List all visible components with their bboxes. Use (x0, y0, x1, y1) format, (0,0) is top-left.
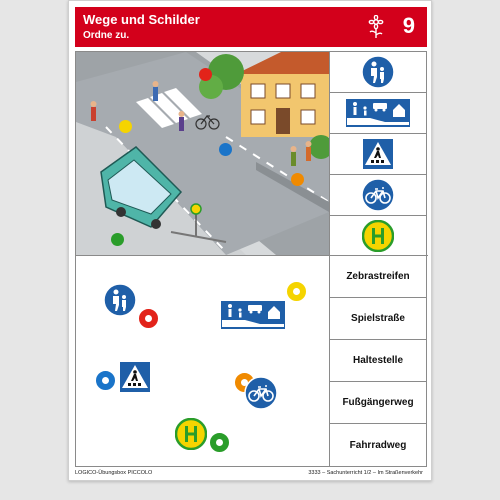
bicycle-path-sign-icon (361, 178, 395, 212)
label-haltestelle: Haltestelle (330, 340, 426, 382)
scene-dot-red (199, 68, 212, 81)
sign-cell-pedestrian (330, 52, 426, 93)
scene-dot-blue (219, 143, 232, 156)
loose-ring-blue (96, 371, 115, 390)
label-fahrradweg: Fahrradweg (349, 439, 407, 451)
footer-right: 3333 – Sachunterricht 1/2 – Im Straßenverkehr (308, 470, 423, 476)
exercise-card (68, 0, 432, 481)
loose-bus-stop-sign-icon (175, 418, 207, 450)
sign-cell-bus-stop (330, 216, 426, 255)
loose-ring-red (139, 309, 158, 328)
zebra-crossing-sign-icon (362, 138, 394, 170)
card-number: 9 (402, 13, 415, 38)
label-spielstrasse: Spielstraße (330, 298, 426, 340)
bus-stop-sign-icon (362, 220, 394, 252)
loose-bicycle-sign-icon (244, 376, 278, 410)
scene-dot-green (111, 233, 124, 246)
flower-icon (365, 15, 387, 39)
card-title: Wege und Schilder (83, 12, 200, 27)
sign-cell-bicycle (330, 175, 426, 216)
street-scene-illustration (76, 52, 329, 255)
exercise-grid (75, 51, 427, 467)
loose-ring-green (210, 433, 229, 452)
scene-dot-orange (291, 173, 304, 186)
scene-dot-yellow (119, 120, 132, 133)
sign-cell-zebra (330, 134, 426, 175)
pedestrian-path-sign-icon (361, 55, 395, 89)
card-header (75, 7, 427, 47)
loose-zebra-crossing-sign-icon (119, 361, 151, 393)
sign-cell-play-street (330, 93, 426, 134)
label-fussgaengerweg: Fußgängerweg (330, 382, 426, 424)
footer-left: LOGICO-Übungsbox PICCOLO (75, 470, 153, 476)
card-subtitle: Ordne zu. (83, 30, 130, 41)
loose-pedestrian-sign-icon (103, 283, 137, 317)
loose-play-street-sign-icon (220, 295, 286, 335)
street-scene-drawing (76, 52, 329, 255)
label-zebrastreifen: Zebrastreifen (330, 256, 426, 298)
play-street-sign-icon (345, 98, 411, 128)
loose-ring-yellow (287, 282, 306, 301)
